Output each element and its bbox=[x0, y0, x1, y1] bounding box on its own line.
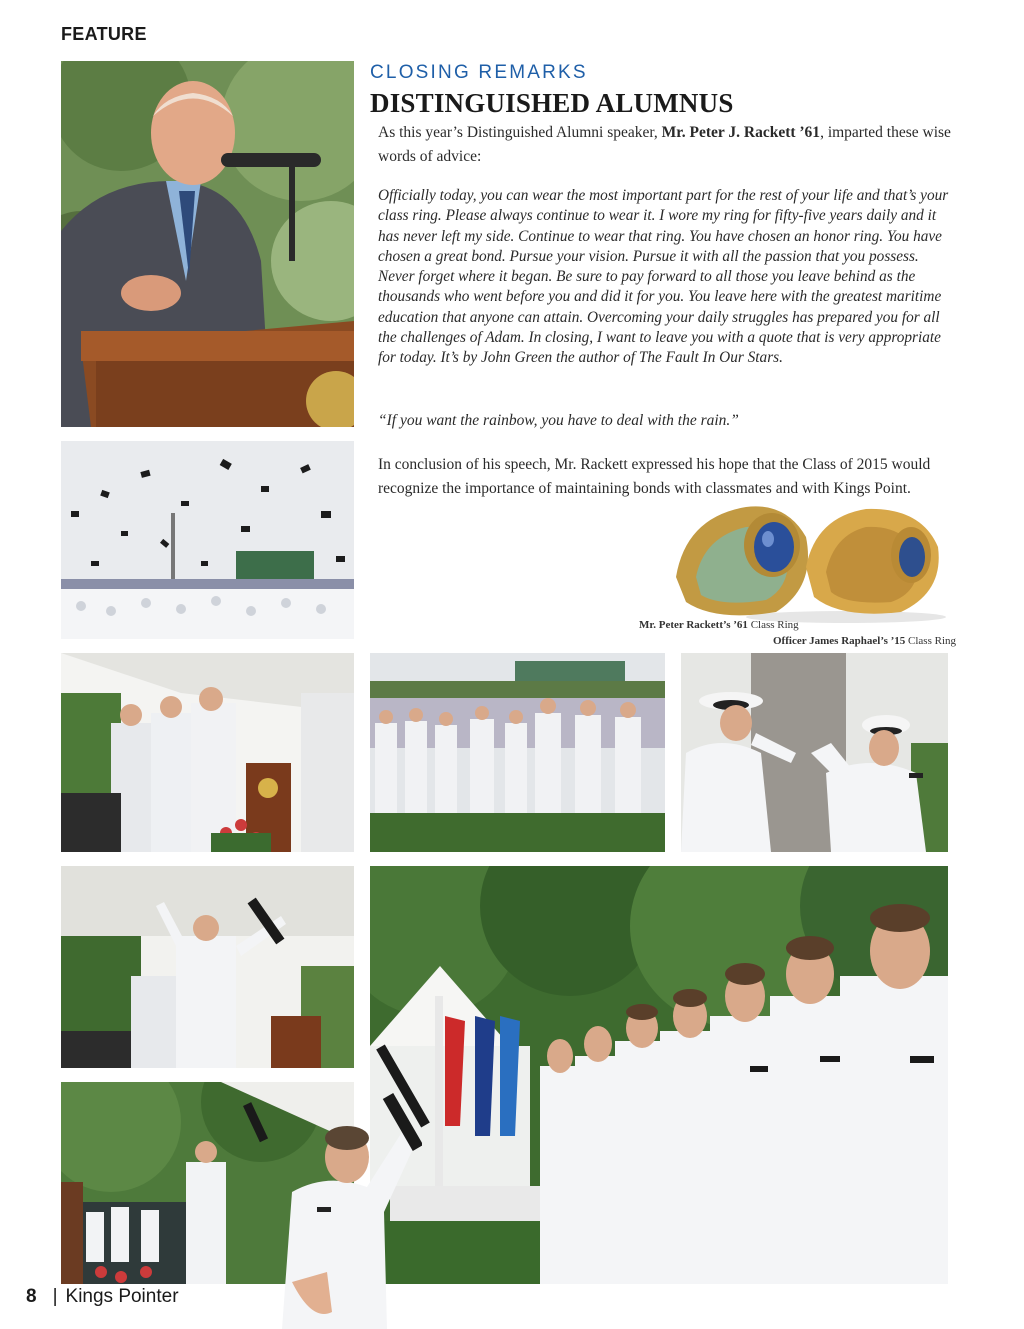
footer-separator: | bbox=[52, 1286, 58, 1307]
article-kicker: CLOSING REMARKS bbox=[370, 62, 588, 83]
ring-caption-rackett-suffix: Class Ring bbox=[747, 619, 799, 631]
class-rings-image bbox=[666, 497, 950, 623]
ring-caption-raphael-suffix: Class Ring bbox=[905, 635, 957, 647]
section-label: FEATURE bbox=[61, 24, 147, 44]
page-footer bbox=[26, 1286, 179, 1308]
publication-name: Kings Pointer bbox=[65, 1286, 179, 1307]
speaker-name: Mr. Peter J. Rackett ’61 bbox=[661, 124, 821, 141]
foreground-graduate-figure bbox=[272, 1072, 422, 1329]
intro-prefix: As this year’s Distinguished Alumni speaker, bbox=[378, 124, 662, 141]
conclusion-paragraph: In conclusion of his speech, Mr. Rackett expressed his hope that the Class of 2015 would recognize the importance of maintaining bonds with classmates and with Kings Point. bbox=[378, 456, 931, 497]
speaker-photo bbox=[61, 61, 354, 427]
page-number: 8 bbox=[26, 1286, 37, 1307]
speech-quote: Officially today, you can wear the most important part for the rest of your life and that’s your class ring. Please always continue to wear it. I wore my ring for fifty-five years daily and it has never left my side. Continue to wear that ring. You have chosen an honor ring. You have chosen a great bond. Pursue your vision. Pursue it with all the passion that you possess. Never forget where it began. Be sure to pay forward to all those you leave behind as the thousands who went before you and did it for you. You leave here with the greatest maritime education that anyone can attain. Overcoming your daily struggles has prepared you for all the challenges of Adam. In closing, I want to leave you with a quote that is very appropriate for today. It’s by John Green the author of The Fault In Our Stars. bbox=[378, 187, 949, 367]
field-formation-photo bbox=[370, 653, 665, 852]
tent-diploma-photo bbox=[61, 653, 354, 852]
ring-caption-rackett-name: Mr. Peter Rackett’s ’61 bbox=[639, 619, 748, 631]
cap-toss-photo bbox=[61, 441, 354, 639]
rainbow-quote: “If you want the rainbow, you have to deal with the rain.” bbox=[378, 412, 739, 429]
ring-caption-raphael bbox=[773, 635, 956, 647]
intro-suffix: , imparted these wise words of advice: bbox=[378, 124, 951, 165]
article-headline: DISTINGUISHED ALUMNUS bbox=[370, 88, 734, 118]
ring-caption-raphael-name: Officer James Raphael’s ’15 bbox=[773, 635, 906, 647]
intro-paragraph bbox=[378, 121, 954, 169]
salute-photo bbox=[681, 653, 948, 852]
ring-caption-rackett bbox=[639, 619, 799, 631]
diploma-raise-photo bbox=[61, 866, 354, 1068]
graduates-lineup-photo bbox=[370, 866, 948, 1284]
